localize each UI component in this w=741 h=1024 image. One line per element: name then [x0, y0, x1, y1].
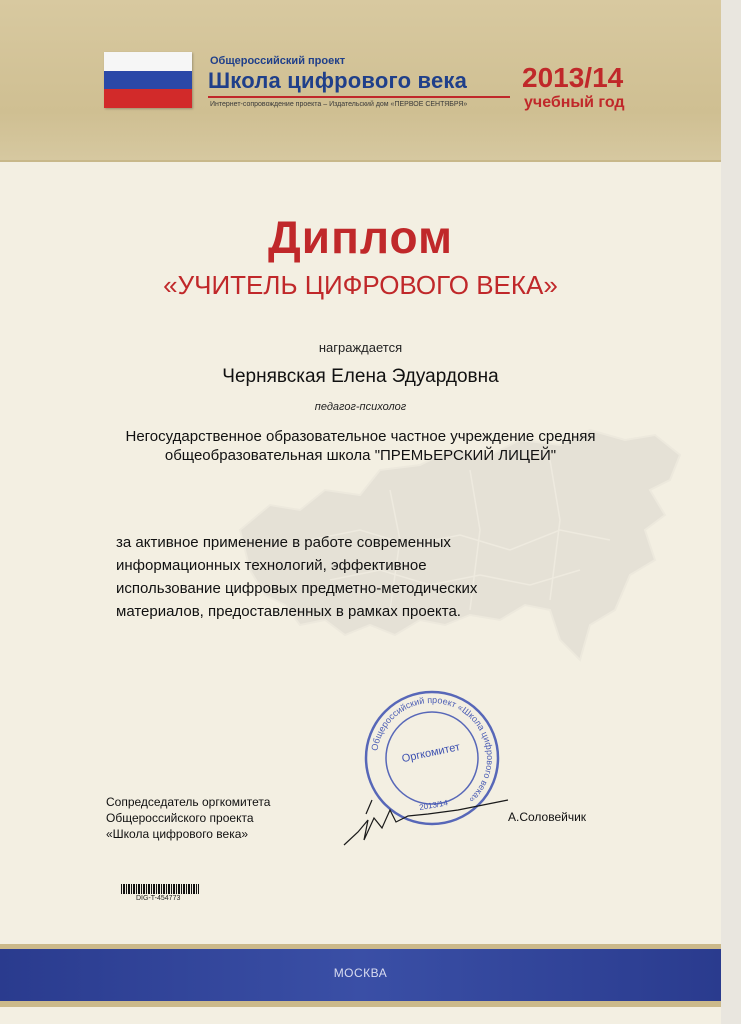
signer-line: «Школа цифрового века» — [106, 827, 249, 841]
barcode-code: DIG-T-454773 — [136, 895, 181, 902]
project-label: Общероссийский проект — [210, 55, 346, 67]
header-divider — [0, 160, 721, 162]
signer-name: А.Соловейчик — [508, 810, 587, 824]
project-title-underline — [208, 96, 510, 98]
signer-title — [106, 794, 270, 842]
organization-line: общеобразовательная школа "ПРЕМЬЕРСКИЙ ЛИЦЕЙ" — [164, 447, 557, 464]
reason-line: за активное применение в работе современных — [116, 534, 451, 551]
project-title: Школа цифрового века — [208, 68, 468, 93]
recipient-position: педагог-психолог — [314, 401, 407, 413]
signer-line: Сопредседатель оргкомитета — [106, 795, 271, 809]
reason-line: материалов, предоставленных в рамках проекта. — [116, 603, 461, 620]
diploma-title: Диплом — [268, 211, 453, 263]
russian-flag-icon — [104, 52, 192, 108]
reason-line: использование цифровых предметно-методических — [116, 580, 478, 597]
footer-bottom-stripe — [0, 1001, 721, 1007]
stamp-bottom-text: 2013/14 — [418, 798, 449, 813]
project-support-text: Интернет-сопровождение проекта – Издательский дом «ПЕРВОЕ СЕНТЯБРЯ» — [210, 101, 468, 108]
barcode-icon — [121, 884, 199, 894]
school-year: 2013/14 — [522, 62, 624, 93]
diploma-subtitle: «УЧИТЕЛЬ ЦИФРОВОГО ВЕКА» — [163, 270, 558, 300]
reason-line: информационных технологий, эффективное — [116, 557, 427, 574]
footer-city: МОСКВА — [333, 966, 388, 980]
school-year-label: учебный год — [524, 94, 625, 111]
signature-handwritten — [338, 770, 518, 850]
organization — [40, 427, 681, 465]
awarded-label: награждается — [318, 340, 403, 355]
stamp-ring-text: Общероссийский проект «Школа цифрового века» — [369, 694, 496, 805]
award-reason — [116, 531, 576, 623]
recipient-name: Чернявская Елена Эдуардовна — [222, 366, 499, 387]
stamp-center-text: Оргкомитет — [400, 741, 462, 766]
organization-line: Негосударственное образовательное частное учреждение средняя — [125, 428, 596, 445]
signer-line: Общероссийского проекта — [106, 811, 254, 825]
